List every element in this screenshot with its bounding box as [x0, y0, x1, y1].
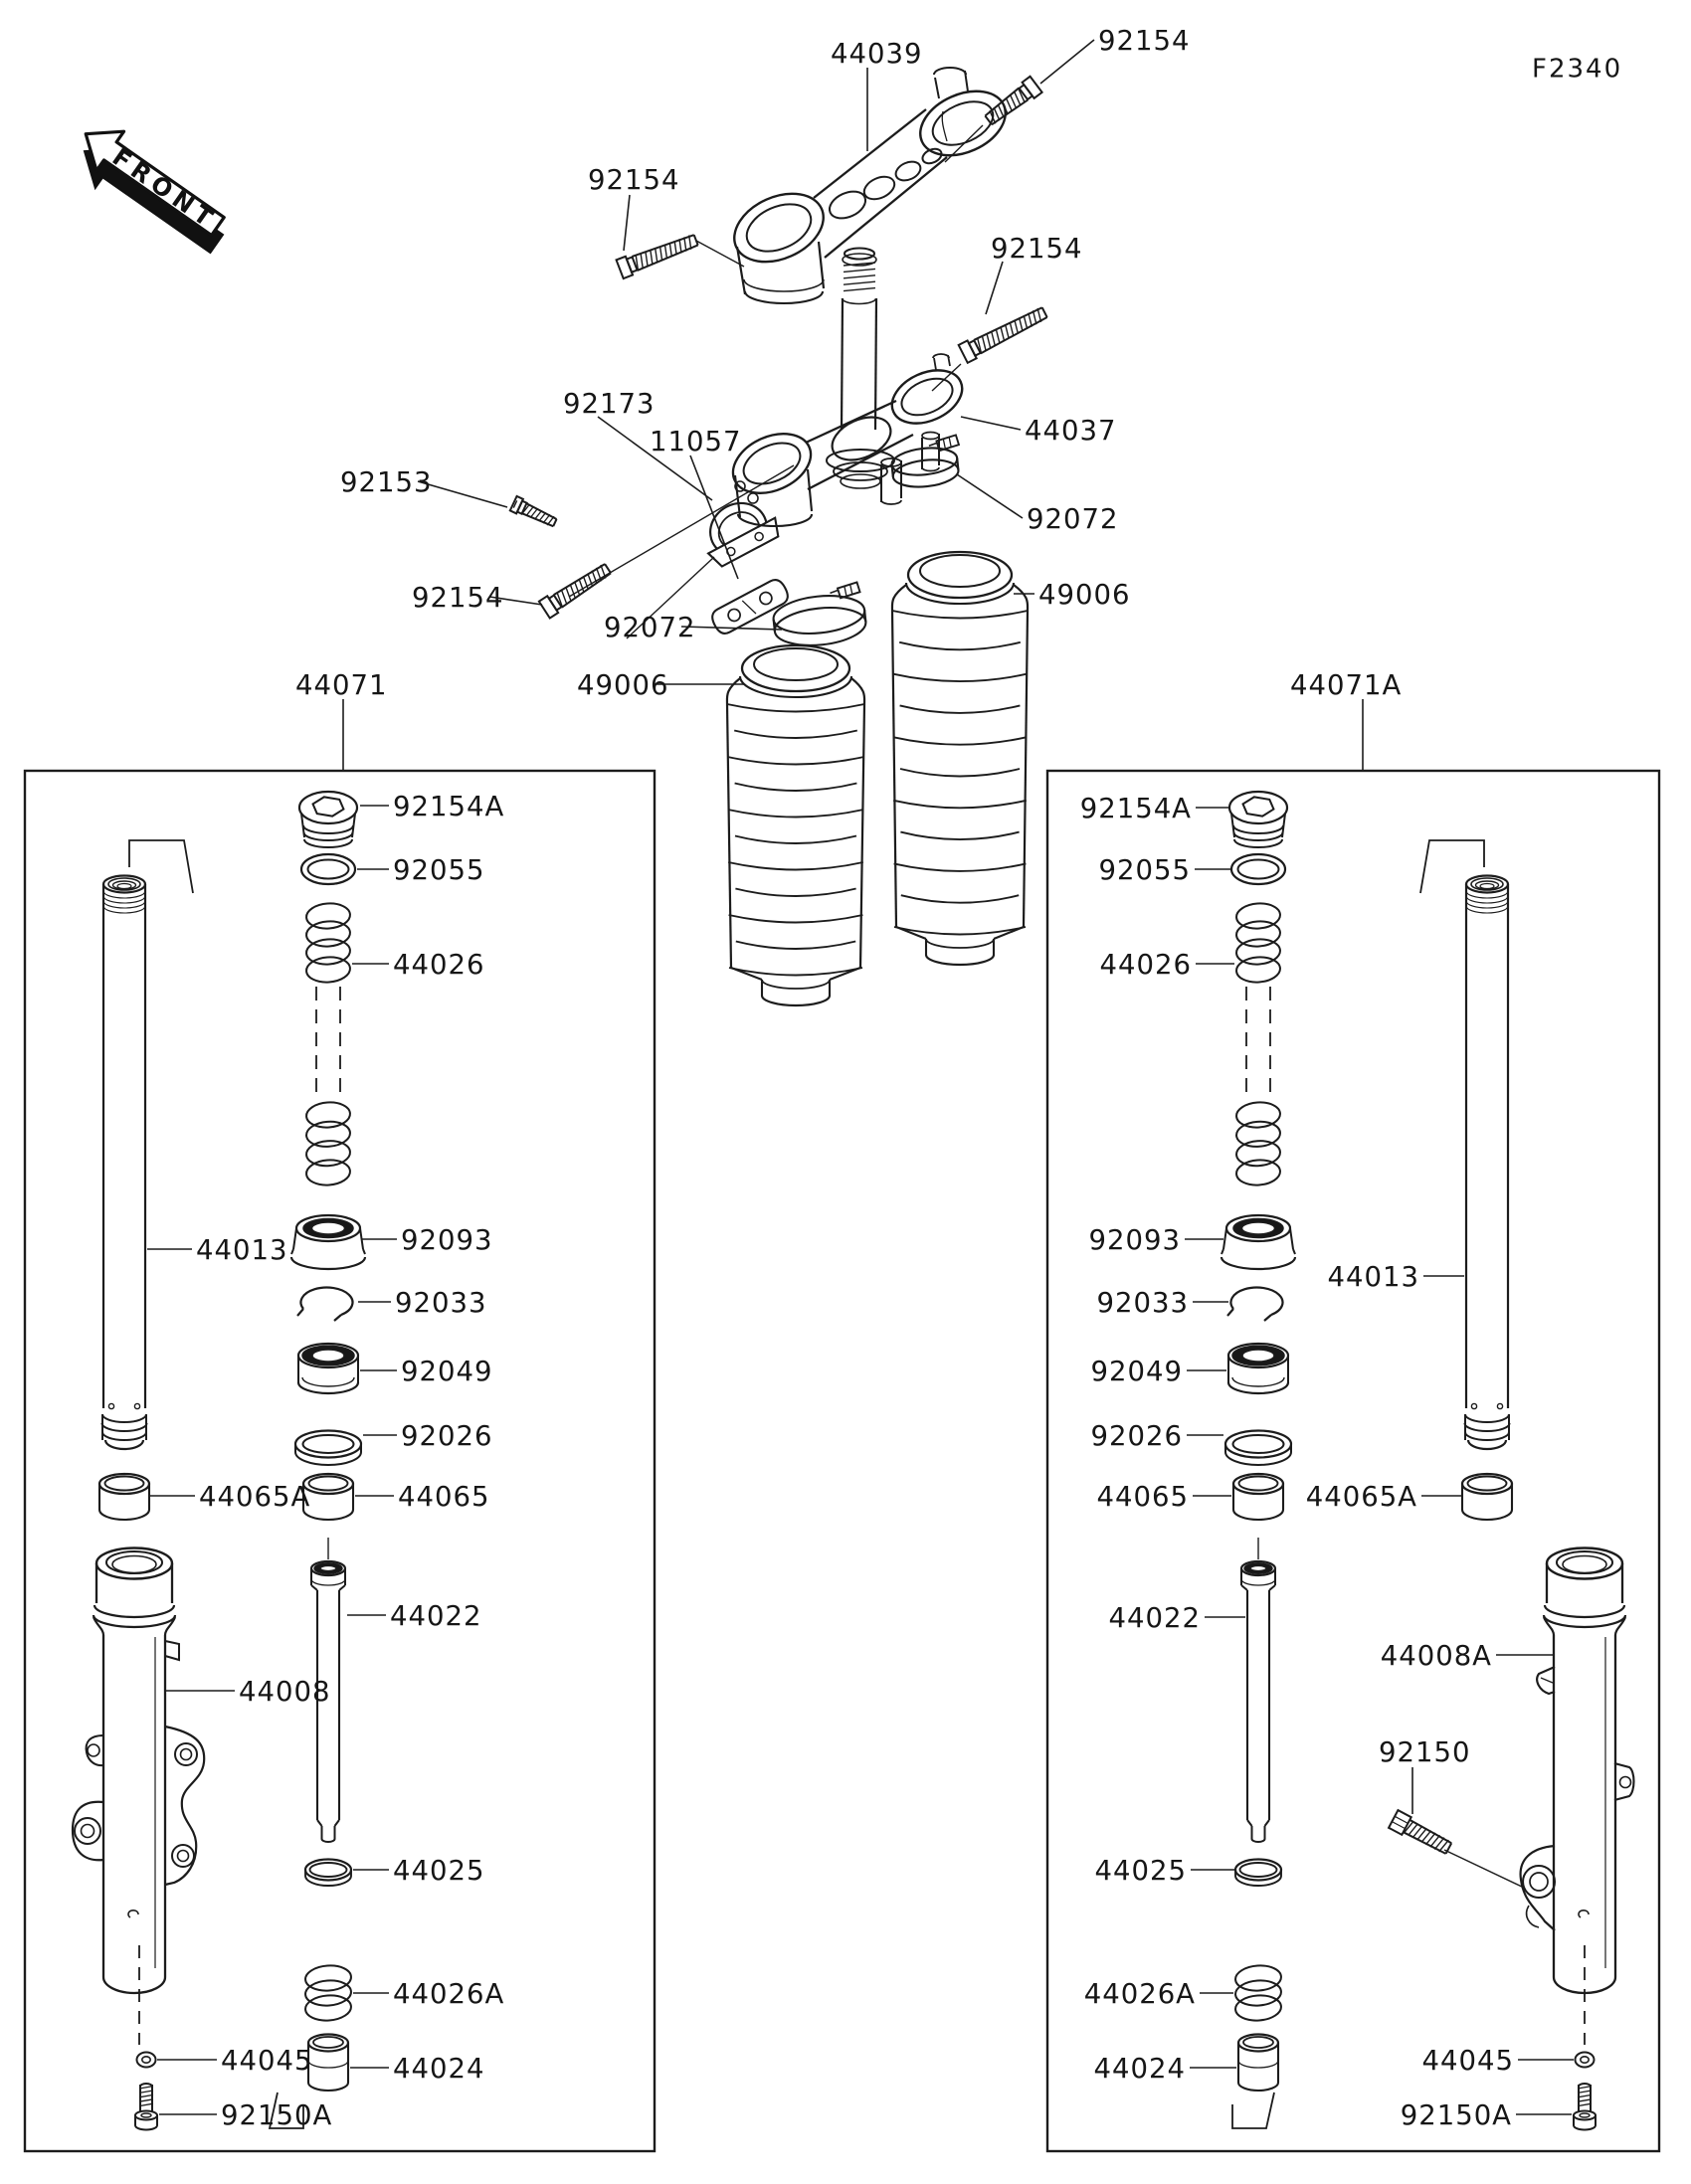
front-direction-arrow	[64, 114, 239, 264]
label-left-44026A	[353, 1978, 504, 2010]
label-right-44065A	[1306, 1481, 1462, 1513]
label-left-92049	[360, 1356, 492, 1387]
label-49006-left	[577, 669, 744, 701]
spring-44026-left-upper	[305, 902, 351, 984]
ring-44025-right	[1235, 1860, 1281, 1887]
damper-rod-44022-right	[1241, 1561, 1275, 1842]
label-92072-right: 92072	[1027, 502, 1119, 535]
label-left-44045: 44045	[221, 2044, 313, 2077]
label-92154-upper-left-leader	[624, 195, 630, 251]
label-44037-leader	[961, 417, 1021, 430]
label-right-44026A: 44026A	[1083, 1977, 1196, 2010]
label-92154-lower-left	[412, 582, 542, 614]
label-44039	[831, 38, 922, 151]
screw-92153	[510, 496, 558, 530]
label-right-44026A	[1084, 1978, 1233, 2010]
bolt-92154-lower-left	[539, 560, 614, 618]
label-left-44025: 44025	[393, 1854, 485, 1887]
cylinder-44024-right	[1238, 2035, 1278, 2092]
fork-boot-49006-left	[727, 645, 864, 1005]
label-92154-top-right: 92154	[1098, 24, 1191, 57]
label-right-44065A: 44065A	[1305, 1480, 1417, 1513]
label-92154-mid-right-leader	[986, 262, 1003, 314]
outer-tube-44008	[73, 1548, 204, 1993]
label-92173: 92173	[563, 387, 656, 420]
label-right-92026	[1091, 1420, 1223, 1452]
label-right-92154A: 92154A	[1079, 792, 1192, 824]
label-right-44024: 44024	[1093, 2052, 1186, 2085]
label-right-44008A: 44008A	[1380, 1639, 1492, 1672]
label-right-44022	[1109, 1602, 1245, 1634]
label-92154-lower-left: 92154	[412, 581, 504, 614]
label-92072-left: 92072	[604, 611, 696, 643]
label-92153: 92153	[340, 465, 433, 498]
label-left-44065: 44065	[398, 1480, 490, 1513]
label-44071A	[1290, 669, 1402, 770]
label-left-44025	[353, 1855, 484, 1887]
label-right-92055: 92055	[1098, 853, 1191, 886]
bushing-44065-left	[303, 1474, 353, 1520]
cylinder-44024-left	[308, 2035, 348, 2092]
steering-stem	[842, 249, 876, 431]
label-left-92033: 92033	[395, 1286, 487, 1319]
washer-92026-right	[1225, 1431, 1291, 1466]
label-44037: 44037	[1025, 414, 1117, 447]
label-11057	[650, 426, 741, 579]
label-left-44022	[347, 1600, 481, 1632]
label-left-92033	[358, 1287, 486, 1319]
label-92072-right	[957, 474, 1118, 535]
label-92154-mid-right: 92154	[991, 232, 1083, 265]
label-right-44026: 44026	[1099, 948, 1192, 981]
label-92154-top-right-leader	[1040, 40, 1094, 84]
label-right-44026	[1100, 949, 1234, 981]
label-right-92150: 92150	[1379, 1735, 1471, 1768]
cap-bolt-92154A-right	[1229, 792, 1287, 847]
label-left-44013: 44013	[196, 1233, 288, 1266]
clip-92033-right	[1227, 1288, 1282, 1321]
bolt-92150	[1389, 1810, 1453, 1857]
label-left-92093: 92093	[401, 1223, 493, 1256]
label-left-92154A: 92154A	[393, 790, 505, 822]
spring-44026A-right	[1234, 1964, 1282, 2022]
label-right-92033	[1097, 1287, 1228, 1319]
fork-boot-49006-right	[892, 552, 1028, 965]
spring-44026-left-lower	[305, 1101, 351, 1186]
label-92154-top-right	[1040, 25, 1190, 84]
inner-tube-44013-left	[102, 876, 147, 1450]
outer-tube-44008A	[1521, 1548, 1634, 1994]
label-left-92049: 92049	[401, 1355, 493, 1387]
label-49006-right	[1014, 579, 1130, 611]
label-44071: 44071	[295, 668, 388, 701]
dust-seal-92093-left	[291, 1215, 365, 1269]
bushing-44065-right	[1233, 1474, 1283, 1520]
label-92154-upper-left	[588, 164, 679, 251]
label-right-44024	[1094, 2053, 1236, 2085]
label-92072-right-leader	[957, 474, 1023, 518]
label-right-92055	[1099, 854, 1230, 886]
oil-seal-92049-left	[298, 1344, 358, 1393]
spring-44026-right-lower	[1235, 1101, 1281, 1186]
bushing-44065A-left	[99, 1474, 149, 1520]
label-right-92093	[1089, 1224, 1223, 1256]
label-right-44065	[1097, 1481, 1231, 1513]
label-92154-upper-left: 92154	[588, 163, 680, 196]
label-49006-left: 49006	[577, 668, 669, 701]
label-left-92150A: 92150A	[221, 2098, 333, 2131]
label-left-92026	[363, 1420, 492, 1452]
bolt-axis-upper-left	[696, 241, 744, 267]
label-left-92026: 92026	[401, 1419, 493, 1452]
label-left-44065	[355, 1481, 489, 1513]
label-left-44013	[147, 1234, 287, 1266]
bolt-92154-mid-right	[959, 303, 1049, 363]
spring-44026-right-dashes	[1246, 987, 1270, 1100]
cap-bolt-92154A-left	[299, 792, 357, 847]
left-tube-bracket	[129, 840, 193, 893]
label-right-44022: 44022	[1108, 1601, 1201, 1634]
parts-artwork	[64, 68, 1634, 2130]
label-92153	[340, 466, 507, 507]
clip-92033-left	[297, 1288, 352, 1321]
label-right-44045: 44045	[1421, 2044, 1514, 2077]
label-right-44045	[1422, 2045, 1574, 2077]
caliper-bolt-line	[1444, 1850, 1524, 1888]
label-left-92055: 92055	[393, 853, 485, 886]
figure-code	[1532, 54, 1622, 84]
label-right-92049: 92049	[1090, 1355, 1183, 1387]
spring-44026-left-dashes	[316, 987, 340, 1100]
label-right-92150	[1379, 1736, 1470, 1814]
label-44071A: 44071A	[1290, 668, 1403, 701]
bolt-92150A-right	[1574, 2084, 1596, 2130]
bushing-44065A-right	[1462, 1474, 1512, 1520]
bolt-axis-lower-left	[569, 465, 794, 597]
label-right-92026: 92026	[1090, 1419, 1183, 1452]
dust-seal-92093-right	[1221, 1215, 1295, 1269]
label-left-92154A	[360, 791, 504, 822]
label-left-44065A	[150, 1481, 310, 1513]
front-arrow-text: FRONT	[106, 142, 223, 236]
label-left-44008: 44008	[239, 1675, 331, 1708]
label-right-92150A	[1401, 2099, 1572, 2131]
label-right-92093: 92093	[1088, 1223, 1181, 1256]
label-right-44013: 44013	[1327, 1260, 1419, 1293]
label-left-44008	[166, 1676, 330, 1708]
washer-44045-right	[1576, 2053, 1595, 2068]
label-left-92055	[357, 854, 484, 886]
label-49006-right: 49006	[1038, 578, 1131, 611]
label-right-92154A	[1080, 793, 1229, 824]
label-right-44025: 44025	[1094, 1854, 1187, 1887]
label-right-92049	[1091, 1356, 1226, 1387]
spring-44026-right-upper	[1235, 902, 1281, 984]
label-left-44026	[352, 949, 484, 981]
label-left-44022: 44022	[390, 1599, 482, 1632]
group-boxes	[25, 771, 1659, 2151]
right-bottom-bracket	[1232, 2093, 1274, 2128]
label-left-44026A: 44026A	[393, 1977, 505, 2010]
label-left-44024: 44024	[393, 2052, 485, 2085]
label-44071	[295, 669, 387, 770]
label-left-92093	[362, 1224, 492, 1256]
label-left-44065A: 44065A	[199, 1480, 311, 1513]
label-92154-mid-right	[986, 233, 1082, 314]
label-right-44008A	[1381, 1640, 1553, 1672]
left-fork-group-box	[25, 771, 655, 2151]
label-11057: 11057	[650, 425, 742, 457]
part-labels	[147, 25, 1622, 2131]
bolt-92150A-left	[135, 2084, 157, 2130]
label-left-44045	[157, 2045, 312, 2077]
bolt-92154-upper-left	[617, 231, 700, 278]
label-right-92150A: 92150A	[1400, 2098, 1512, 2131]
washer-44045-left	[137, 2053, 156, 2068]
label-left-44024	[350, 2053, 484, 2085]
label-right-44065: 44065	[1096, 1480, 1189, 1513]
right-tube-bracket	[1420, 840, 1484, 893]
label-44037	[961, 415, 1116, 447]
inner-tube-44013-right	[1465, 876, 1510, 1450]
oring-92055-right	[1231, 854, 1285, 884]
label-left-44026: 44026	[393, 948, 485, 981]
label-left-92150A	[159, 2099, 332, 2131]
oil-seal-92049-right	[1228, 1344, 1288, 1393]
figure-code: F2340	[1532, 54, 1623, 85]
lower-triple-clamp-44037	[724, 354, 971, 526]
oring-92055-left	[301, 854, 355, 884]
label-right-92033: 92033	[1096, 1286, 1189, 1319]
label-44039: 44039	[831, 37, 923, 70]
spring-44026A-left	[304, 1964, 352, 2022]
washer-92026-left	[295, 1431, 361, 1466]
upper-triple-clamp-44039	[723, 68, 1015, 303]
label-right-44025	[1095, 1855, 1234, 1887]
label-right-44013	[1328, 1261, 1464, 1293]
ring-44025-left	[305, 1860, 351, 1887]
